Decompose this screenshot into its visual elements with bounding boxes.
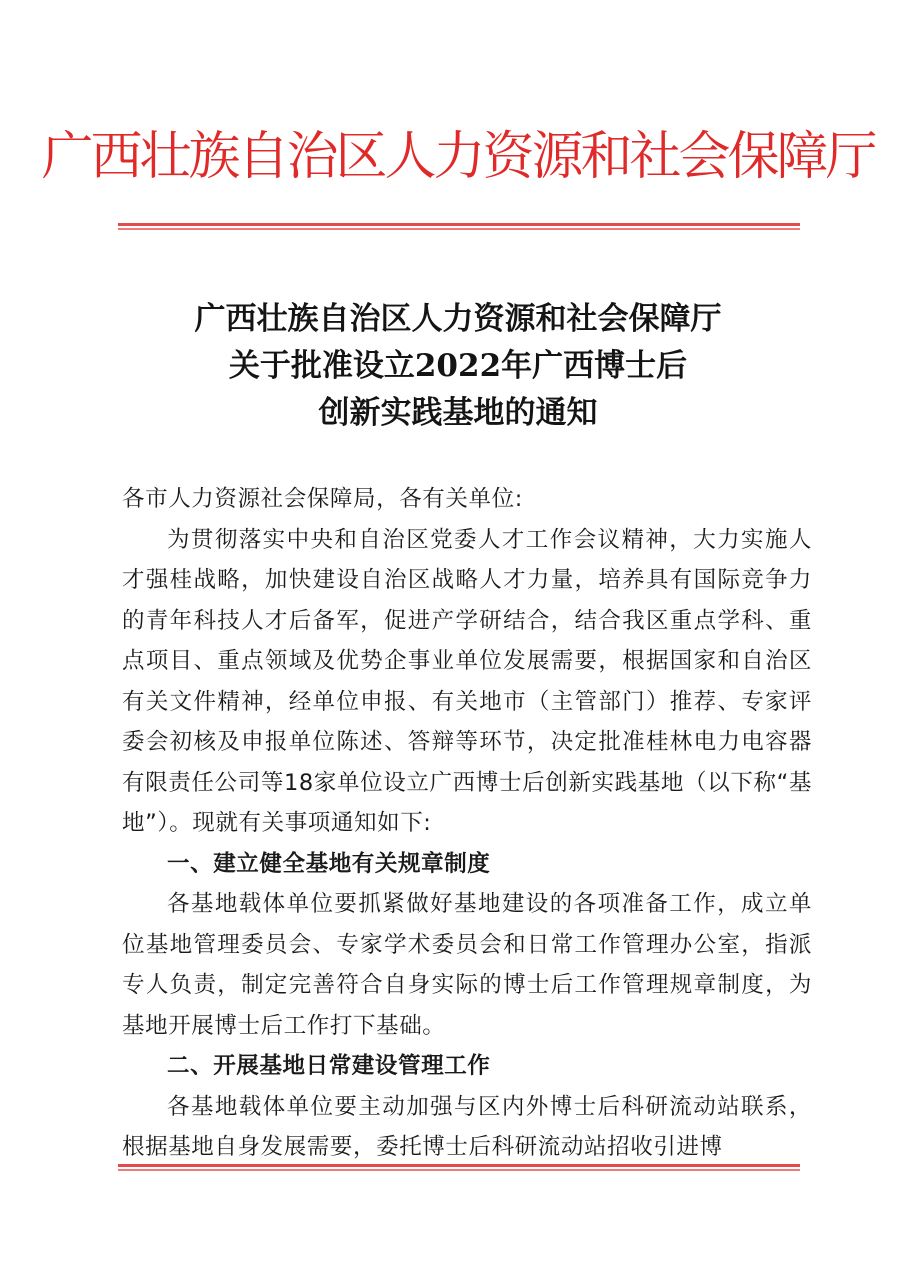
document-body <box>122 479 812 1168</box>
section-2-paragraph: 各基地载体单位要主动加强与区内外博士后科研流动站联系，根据基地自身发展需要，委托博士后科研流动站招收引进博 <box>122 1093 812 1160</box>
section-1-paragraph: 各基地载体单位要抓紧做好基地建设的各项准备工作，成立单位基地管理委员会、专家学术委员会和日常工作管理办公室，指派专人负责，制定完善符合自身实际的博士后工作管理规章制度，为基地开展博士后工作打下基础。 <box>122 891 812 1039</box>
document-title <box>0 296 916 437</box>
intro-paragraph: 为贯彻落实中央和自治区党委人才工作会议精神，大力实施人才强桂战略，加快建设自治区战略人才力量，培养具有国际竞争力的青年科技人才后备军，促进产学研结合，结合我区重点学科、重点项目、重点领域及优势企事业单位发展需要，根据国家和自治区有关文件精神，经单位申报、有关地市（主管部门）推荐、专家评委会初核及申报单位陈述、答辩等环节，决定批准桂林电力电容器有限责任公司等18家单位设立广西博士后创新实践基地（以下称“基地”）。现就有关事项通知如下: <box>122 526 812 836</box>
letterhead-organization: 广西壮族自治区人力资源和社会保障厅 <box>41 127 875 187</box>
title-line-1: 广西壮族自治区人力资源和社会保障厅 <box>194 301 722 337</box>
title-line-3: 创新实践基地的通知 <box>318 395 598 431</box>
title-line-2: 关于批准设立2022年广西博士后 <box>228 348 688 384</box>
footer-red-divider <box>118 1164 800 1171</box>
section-2-heading: 二、开展基地日常建设管理工作 <box>167 1053 491 1079</box>
salutation: 各市人力资源社会保障局，各有关单位: <box>122 486 523 512</box>
letterhead-red-divider <box>118 223 800 230</box>
section-1-heading: 一、建立健全基地有关规章制度 <box>167 850 491 877</box>
